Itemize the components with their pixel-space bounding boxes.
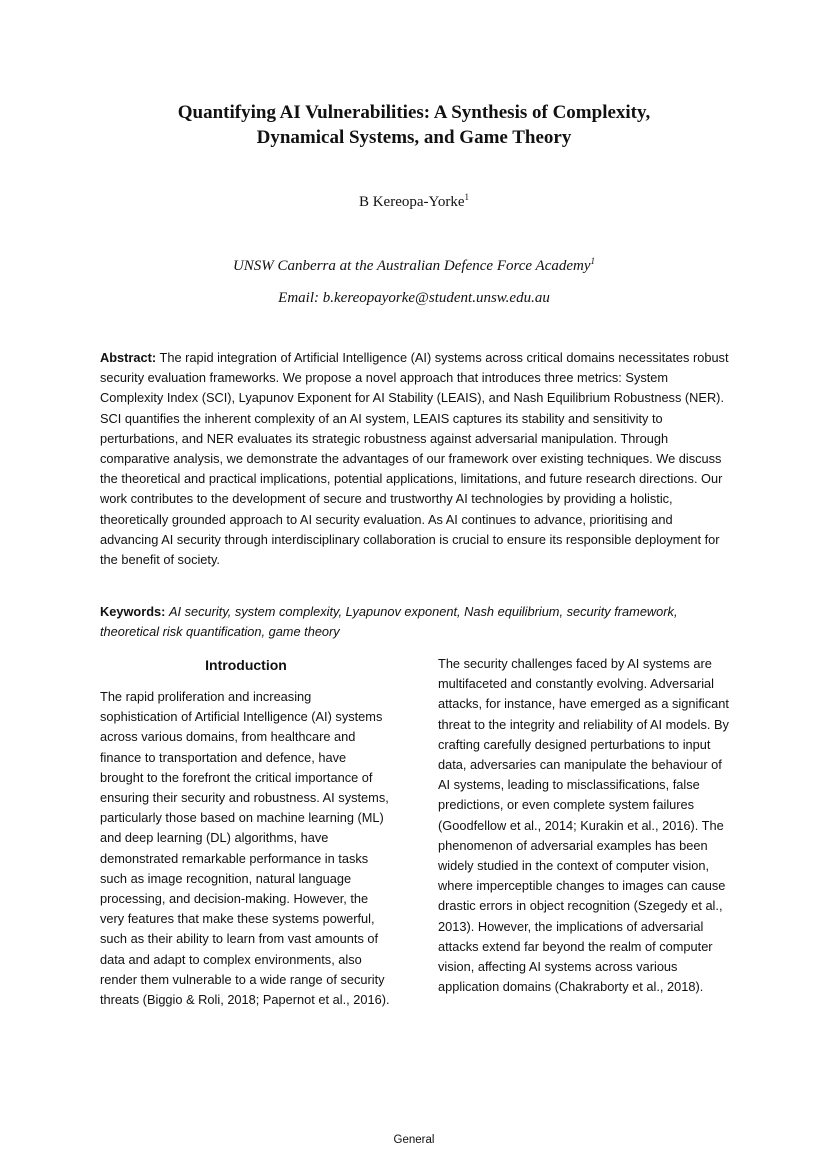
keywords-label: Keywords: bbox=[100, 604, 166, 619]
affiliation-line bbox=[100, 256, 728, 276]
right-column bbox=[438, 654, 733, 997]
footer-label: General bbox=[393, 1134, 435, 1146]
affiliation-name: UNSW Canberra at the Australian Defence Force Academy bbox=[232, 258, 591, 274]
introduction-heading: Introduction bbox=[205, 657, 287, 673]
author-line bbox=[100, 192, 728, 212]
abstract-text: The rapid integration of Artificial Intelligence (AI) systems across critical domains necessitates robust security evaluation frameworks. We propose a novel approach that introduces three metrics: System Complexity Index (SCI), Lyapunov Exponent for AI Stability (LEAIS), and Nash Equilibrium Robustness (NER). SCI quantifies the inherent complexity of an AI system, LEAIS captures its stability and sensitivity to perturbations, and NER evaluates its strategic robustness against adversarial manipulation. Through comparative analysis, we demonstrate the advantages of our framework over existing techniques. We discuss the theoretical and practical implications, potential applications, limitations, and future research directions. Our work contributes to the development of secure and trustworthy AI technologies by providing a holistic, theoretically grounded approach to AI security evaluation. As AI continues to advance, prioritising and advancing AI security through interdisciplinary collaboration is crucial to ensure its responsible deployment for the benefit of society. bbox=[100, 350, 729, 568]
title-line-2: Dynamical Systems, and Game Theory bbox=[256, 127, 572, 148]
affiliation-superscript: 1 bbox=[590, 256, 596, 266]
introduction-paragraph-right: The security challenges faced by AI systems are multifaceted and constantly evolving. Adversarial attacks, for instance, have emerged as a significant threat to the integrity and reliability of AI models. By crafting carefully designed perturbations to input data, adversaries can manipulate the behaviour of AI systems, leading to misclassifications, false predictions, or even complete system failures (Goodfellow et al., 2014; Kurakin et al., 2016). The phenomenon of adversarial examples has been widely studied in the context of computer vision, where imperceptible changes to images can cause drastic errors in object recognition (Szegedy et al., 2013). However, the implications of adversarial attacks extend far beyond the realm of computer vision, affecting AI systems across various application domains (Chakraborty et al., 2018). bbox=[438, 656, 729, 995]
introduction-paragraph-left: The rapid proliferation and increasing sophistication of Artificial Intelligence (AI) systems across various domains, from healthcare and finance to transportation and defence, have brought to the forefront the critical importance of ensuring their security and robustness. AI systems, particularly those based on machine learning (ML) and deep learning (DL) algorithms, have demonstrated remarkable performance in tasks such as image recognition, natural language processing, and decision-making. However, the very features that make these systems powerful, such as their ability to learn from vast amounts of data and adapt to complex environments, also render them vulnerable to a wide range of security threats (Biggio & Roli, 2018; Papernot et al., 2016). bbox=[100, 689, 390, 1008]
left-column bbox=[100, 655, 392, 1010]
keywords-paragraph bbox=[100, 602, 733, 642]
title-line-1: Quantifying AI Vulnerabilities: A Synthesis of Complexity, bbox=[177, 102, 651, 123]
author-name: B Kereopa-Yorke bbox=[358, 194, 465, 210]
abstract-paragraph bbox=[100, 348, 733, 570]
abstract-label: Abstract: bbox=[100, 350, 157, 365]
keywords-text: AI security, system complexity, Lyapunov exponent, Nash equilibrium, security framework, theoretical risk quantification, game theory bbox=[100, 604, 678, 640]
paper-title bbox=[100, 100, 728, 150]
email-line: Email: b.kereopayorke@student.unsw.edu.au bbox=[278, 290, 550, 306]
author-superscript: 1 bbox=[464, 192, 470, 202]
